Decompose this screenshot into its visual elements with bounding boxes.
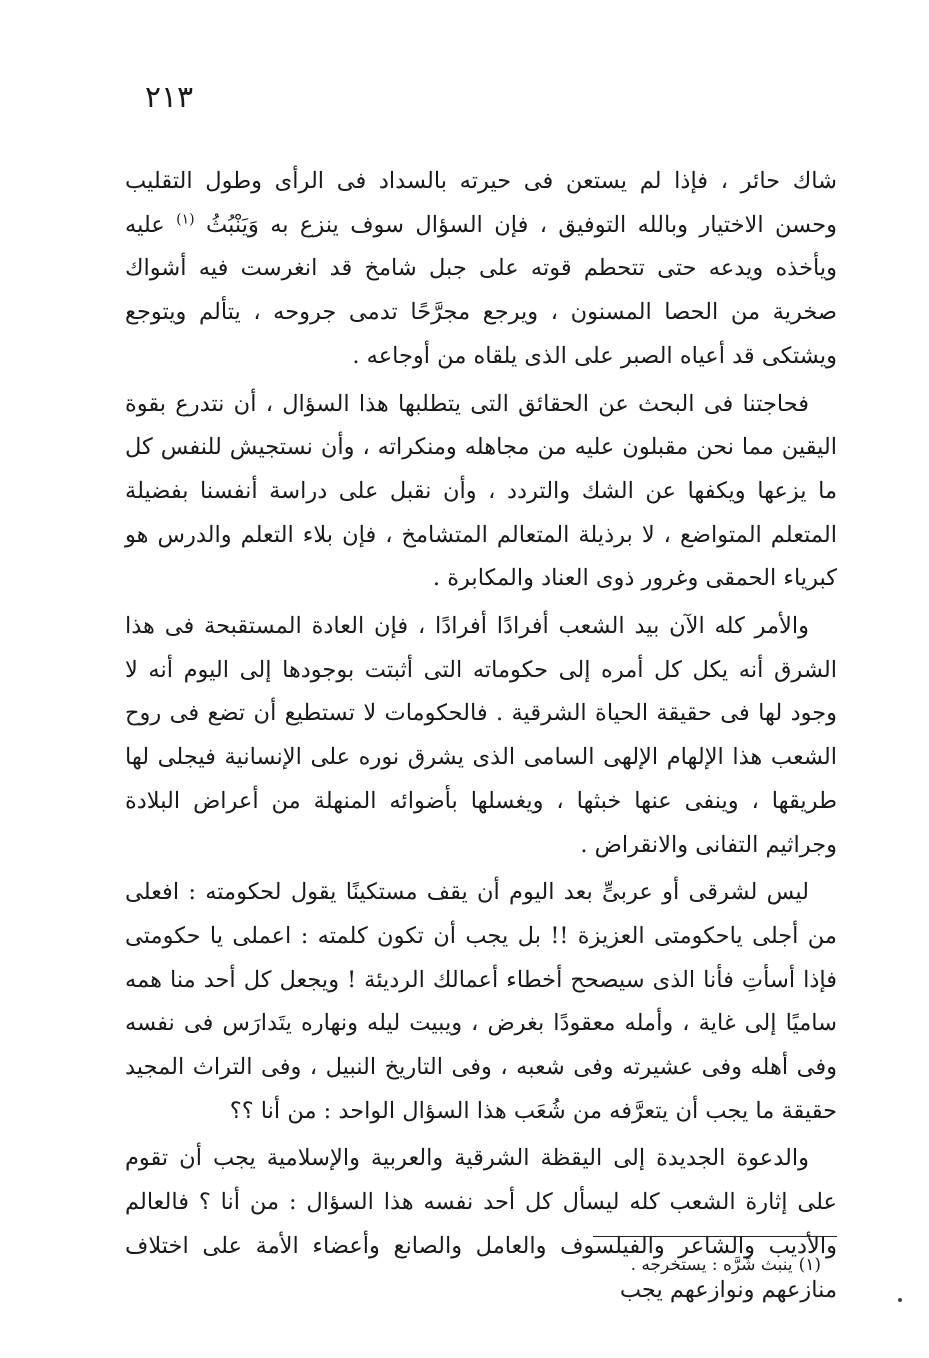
footnote-text: ينبث شَرَّه : يستخرجه . [630,1255,793,1275]
paragraph-5: والدعوة الجديدة إلى اليقظة الشرقية والعربية والإسلامية يجب أن تقوم على إثارة الشعب كله ليسأل كل أحد نفسه هذا السؤال : من أنا ؟ فالعالم والأديب والشاعر والفيلسوف والعامل والصانع وأعضاء الأمة على اختلاف منازعهم ونوازعهم يجب [125,1145,837,1303]
scan-speck [898,1298,902,1302]
paragraph-1 [125,160,837,379]
paragraph-1-text-after-ref: عليه ويأخذه ويدعه حتى تتحطم قوته على جبل شامخ قد انغرست فيه أشواك صخرية من الحصا المسنون ، ويرجع مجرَّحًا تدمى جروحه ، يتألم ويتوجع ويشتكى قد أعياه الصبر على الذى يلقاه من أوجاعه . [125,211,837,369]
footnote-divider [593,1236,837,1237]
paragraph-1-text-before-ref: شاك حائر ، فإذا لم يستعن فى حيرته بالسداد فى الرأى وطول التقليب وحسن الاختيار وبالله التوفيق ، فإن السؤال سوف ينزع به وَيَنْبُثُ [125,168,838,238]
paragraph-2: فحاجتنا فى البحث عن الحقائق التى يتطلبها هذا السؤال ، أن نتدرع بقوة اليقين مما نحن مقبلون عليه من مجاهله ومنكراته ، وأن نستجيش للنفس كل ما يزعها ويكفها عن الشك والتردد ، وأن نقبل على دراسة أنفسنا بفضيلة المتعلم المتواضع ، لا برذيلة المتعالم المتشامخ ، فإن بلاء التعلم والدرس هو كبرياء الحمقى وغرور ذوى العناد والمكابرة . [125,390,837,592]
footnote [321,1252,821,1278]
body-text [125,160,837,1312]
footnote-marker: (١) [798,1255,821,1275]
paragraph-4: ليس لشرقى أو عربىٍّ بعد اليوم أن يقف مستكينًا يقول لحكومته : افعلى من أجلى ياحكومتى العزيزة !! بل يجب أن تكون كلمته : اعملى يا حكومتى فإذا أسأتِ فأنا الذى سيصحح أخطاء أعمالك الرديئة ! ويجعل كل أحد منا همه ساميًا إلى غاية ، وأمله معقودًا بغرض ، ويبيت ليله ونهاره يتَدارَس فى نفسه وفى أهله وفى عشيرته وفى شعبه ، وفى التاريخ النبيل ، وفى التراث المجيد حقيقة ما يجب أن يتعرَّفه من شُعَب هذا السؤال الواحد : من أنا ؟؟ [125,879,837,1124]
paragraph-3: والأمر كله الآن بيد الشعب أفرادًا أفرادًا ، فإن العادة المستقبحة فى هذا الشرق أنه يكل كل أمره إلى حكوماته التى أثبتت بوجودها إلى اليوم أنه لا وجود لها فى حقيقة الحياة الشرقية . فالحكومات لا تستطيع أن تضع فى روح الشعب هذا الإلهام الإلهى السامى الذى يشرق نوره على الإنسانية فيجلى لها طريقها ، وينفى عنها خبثها ، ويغسلها بأضوائه المنهلة من أعراض البلادة وجراثيم التفانى والانقراض . [125,613,837,858]
footnote-reference-marker: (١) [176,211,195,228]
page-number: ٢١٣ [144,80,194,115]
